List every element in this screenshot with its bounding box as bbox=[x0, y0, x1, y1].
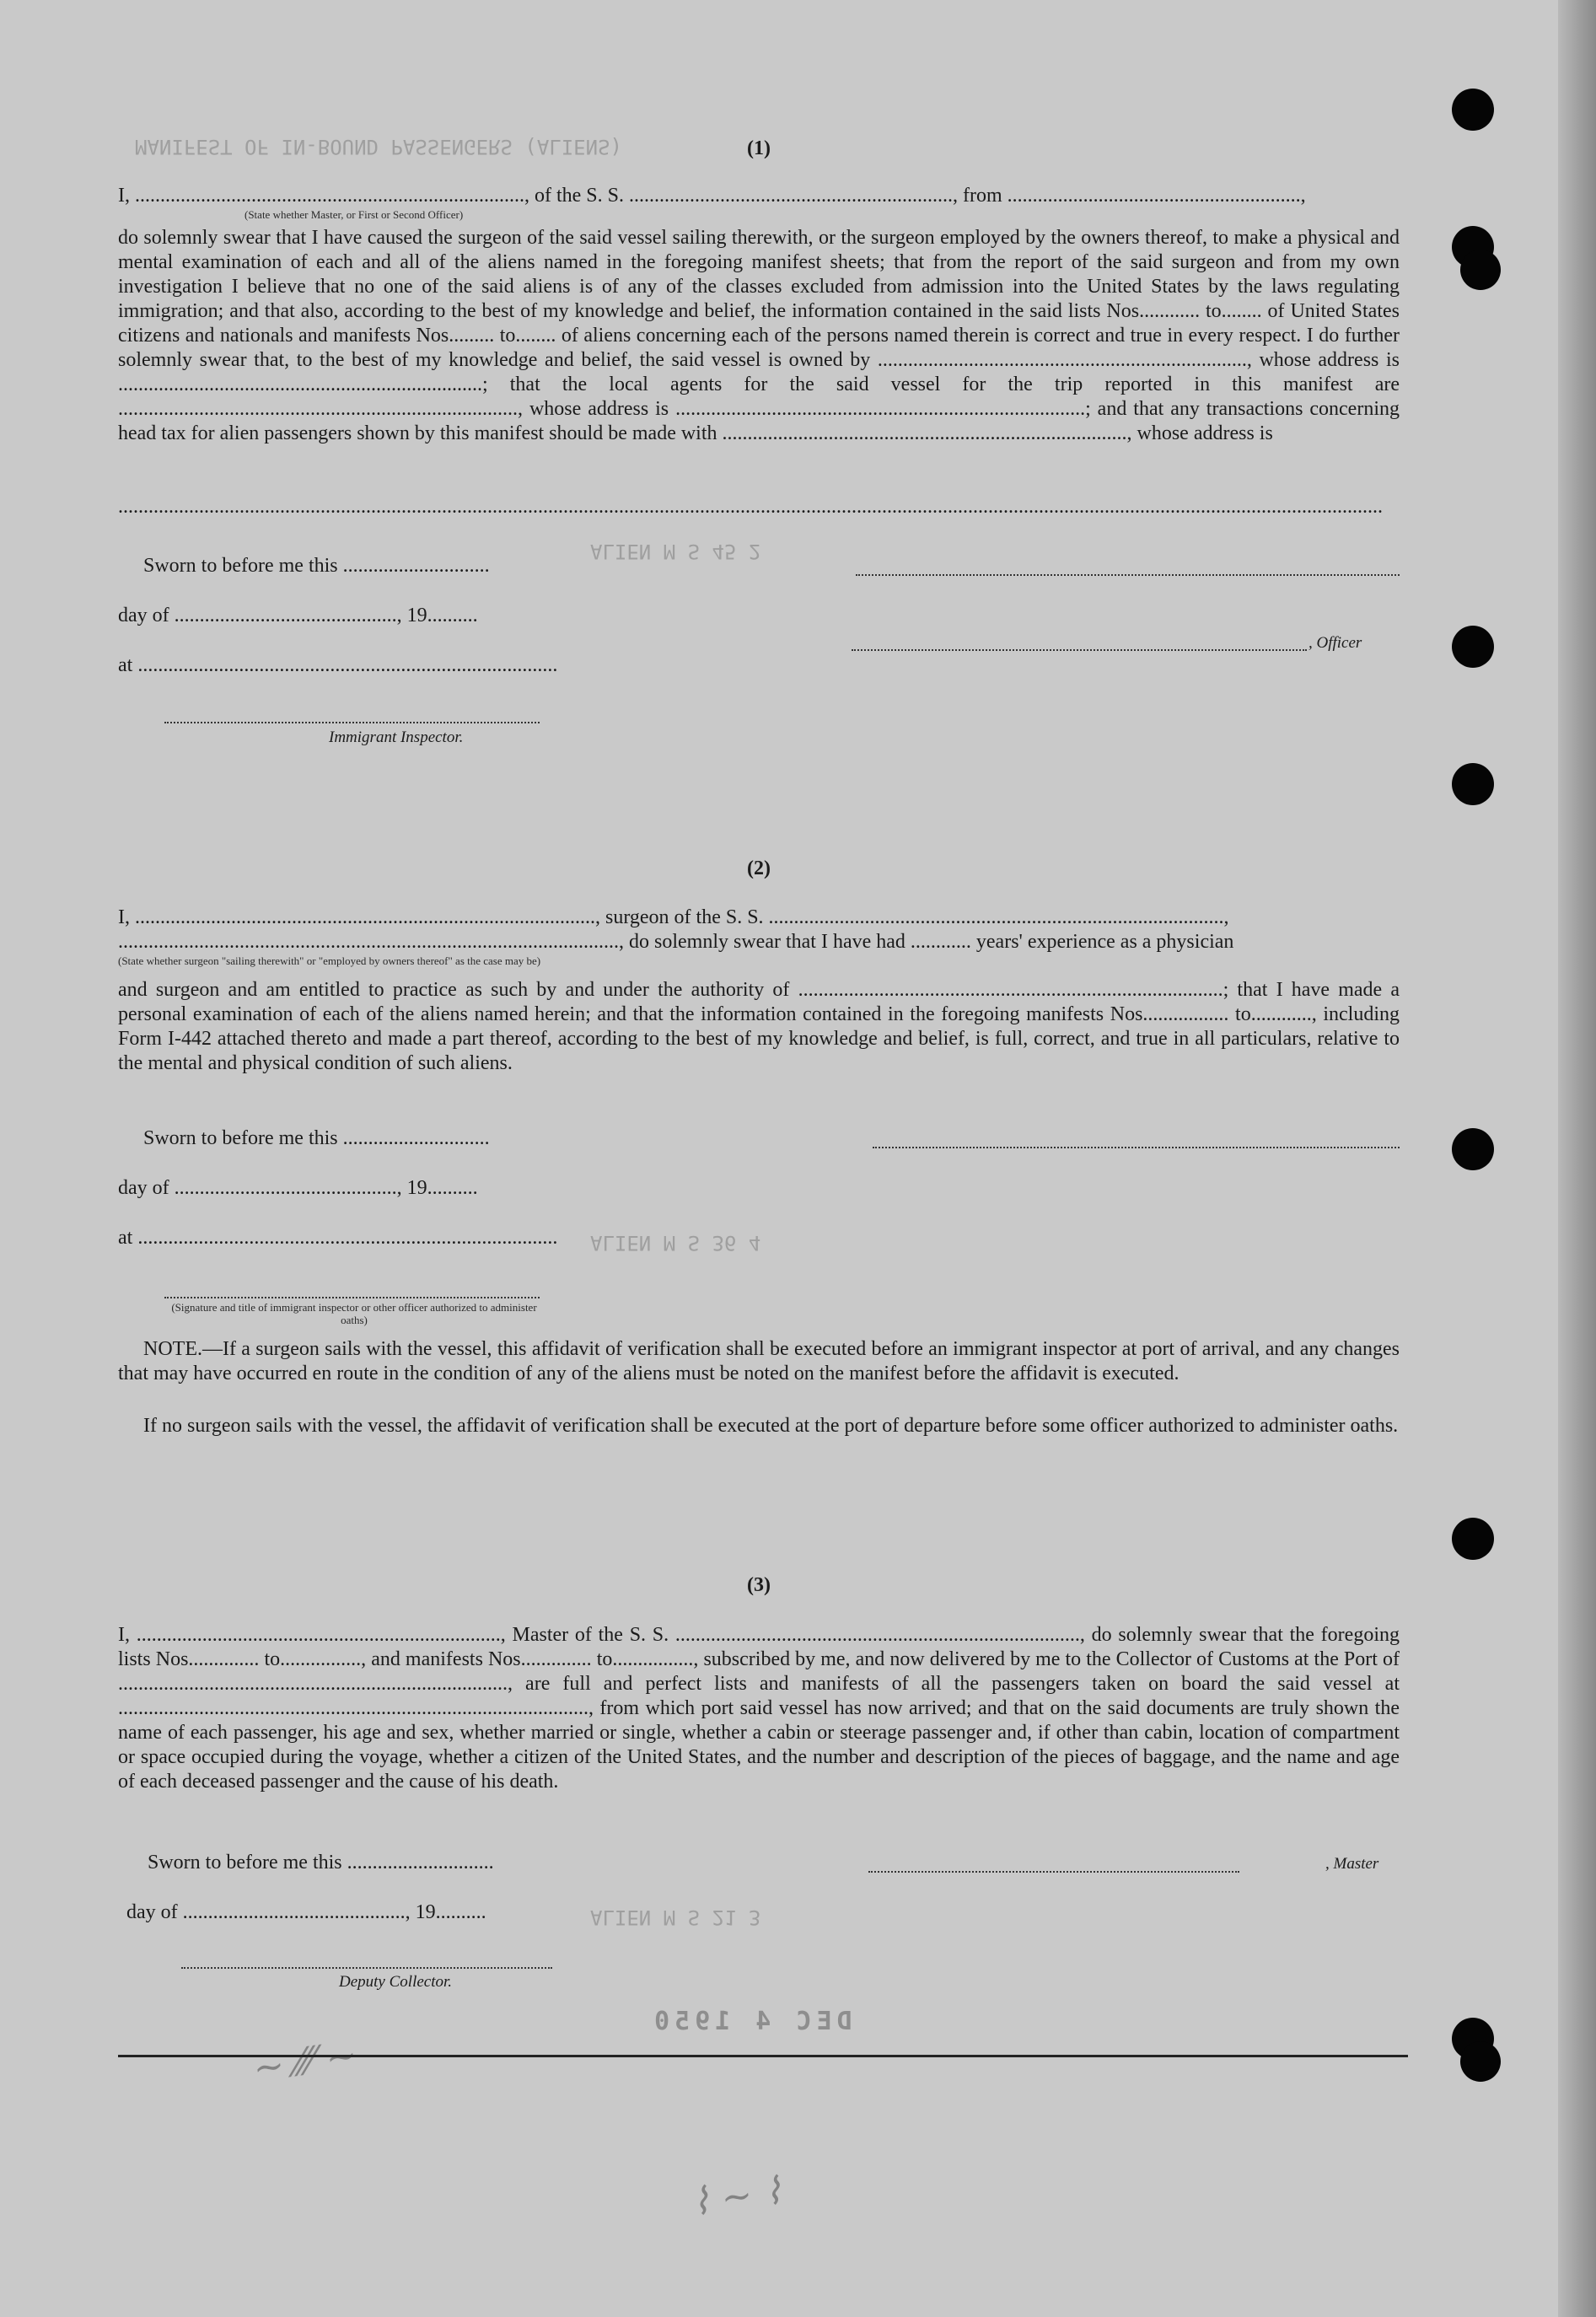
bleed-through-text: ALIEN M S 21 3 bbox=[590, 1906, 761, 1929]
section-2-note-2: If no surgeon sails with the vessel, the affidavit of verification shall be executed at the port of departure before some officer authorized to administer oaths. bbox=[143, 1415, 1399, 1437]
punch-hole bbox=[1452, 2018, 1494, 2060]
surgeon-signature-line bbox=[873, 1147, 1400, 1148]
inspector-signature-line-2 bbox=[164, 1297, 540, 1298]
punch-hole bbox=[1452, 626, 1494, 668]
section-2-signature-hint: (Signature and title of immigrant inspector or other officer authorized to administer oaths) bbox=[171, 1301, 537, 1326]
bleed-through-text: ALIEN M S 45 2 bbox=[590, 540, 761, 563]
collector-signature-line bbox=[181, 1967, 552, 1969]
punch-hole bbox=[1452, 226, 1494, 268]
officer-label: , Officer bbox=[1309, 634, 1362, 652]
section-1-number: (1) bbox=[747, 137, 771, 159]
section-2-sworn-line: Sworn to before me this ............................. bbox=[143, 1127, 490, 1149]
bleed-through-stamp: DEC 4 1950 bbox=[649, 2007, 852, 2036]
master-signature-line bbox=[868, 1871, 1239, 1873]
section-1-sworn-line: Sworn to before me this ............................. bbox=[143, 555, 490, 577]
section-3-number: (3) bbox=[747, 1574, 771, 1596]
section-1-opening-line: I, ............................................................................., of the S. S. ................................................................, from .........................................................., bbox=[118, 185, 1306, 207]
section-2-at-line: at ................................................................................... bbox=[118, 1227, 558, 1249]
section-2-day-line: day of ............................................, 19.......... bbox=[118, 1177, 478, 1199]
inspector-signature-line bbox=[164, 722, 540, 723]
bottom-rule bbox=[118, 2055, 1408, 2057]
immigrant-inspector-label: Immigrant Inspector. bbox=[329, 728, 464, 746]
section-2-number: (2) bbox=[747, 857, 771, 879]
section-1-day-line: day of ............................................, 19.......... bbox=[118, 605, 478, 626]
bleed-through-text: MANIFEST OF IN-BOUND PASSENGERS (ALIENS) bbox=[135, 135, 622, 159]
section-3-sworn-line: Sworn to before me this ............................. bbox=[148, 1852, 494, 1873]
punch-hole bbox=[1452, 1128, 1494, 1170]
section-1-trailing-blank: .......................................................................................................................................................................................................................................................... bbox=[118, 496, 1383, 518]
section-2-note: NOTE.—If a surgeon sails with the vessel, this affidavit of verification shall be executed before an immigrant inspector at port of arrival, and any changes that may have occurred en route in the condition of any of the aliens must be noted on the manifest before the affidavit is executed. bbox=[118, 1338, 1400, 1384]
section-1-rank-hint: (State whether Master, or First or Second Officer) bbox=[245, 208, 464, 221]
punch-hole bbox=[1452, 763, 1494, 805]
section-1-at-line: at ................................................................................... bbox=[118, 654, 558, 676]
deputy-collector-label: Deputy Collector. bbox=[339, 1973, 453, 1991]
punch-hole bbox=[1452, 89, 1494, 131]
section-2-oath-text: and surgeon and am entitled to practice as such by and under the authority of ....................................................................................; that I have made a personal examination of each of the aliens named herein; and that the information contained in the foregoing manifests Nos................. to............, including Form I-442 attached thereto and made a part thereof, according to the best of my knowledge and belief, is full, correct, and true in all particulars, relative to the mental and physical condition of such aliens. bbox=[118, 979, 1400, 1074]
section-2-opening-line: I, ..........................................................................................., surgeon of the S. S. .........................................................................................., bbox=[118, 906, 1229, 928]
section-1-oath-text: do solemnly swear that I have caused the surgeon of the said vessel sailing therewith, or the surgeon employed by the owners thereof, to make a physical and mental examination of each and all of the aliens named in the foregoing manifest sheets; that from the report of the said surgeon and from my own investigation I believe that no one of the said aliens is of any of the classes excluded from admission into the United States by the laws regulating immigration; and that also, according to the best of my knowledge and belief, the information contained in the said lists Nos............ to........ of United States citizens and nationals and manifests Nos......... to........ of aliens concerning each of the persons named therein is correct and true in every respect. I do further solemnly swear that, to the best of my knowledge and belief, the said vessel is owned by ........................................................................., whose address is ........................................................................; that the local agents for the said vessel for the trip reported in this manifest are ..............................................................................., whose address is .................................................................................; and that any transactions concerning head tax for alien passengers shown by this manifest should be made with ................................................................................, whose address is bbox=[118, 227, 1400, 444]
section-2-experience-line: ..................................................................................................., do solemnly swear that I have had ............ years' experience as a physician bbox=[118, 931, 1234, 953]
handwritten-mark: ~ ⁄⁄⁄ ~ bbox=[250, 2033, 360, 2091]
section-2-surgeon-hint: (State whether surgeon "sailing therewith" or "employed by owners thereof" as the case may be) bbox=[118, 954, 541, 967]
master-label: , Master bbox=[1325, 1855, 1379, 1873]
handwritten-mark: ⌇ ~ ⌇ bbox=[688, 2169, 785, 2225]
officer-signature-line bbox=[856, 574, 1400, 576]
page-edge bbox=[1558, 0, 1596, 2317]
officer-signature-line-2 bbox=[852, 649, 1307, 651]
bleed-through-text: ALIEN M S 36 4 bbox=[590, 1231, 761, 1255]
section-3-day-line: day of ............................................, 19.......... bbox=[126, 1901, 486, 1923]
punch-hole bbox=[1452, 1518, 1494, 1560]
section-3-oath-text: I, ........................................................................, Master of the S. S. ................................................................................, do solemnly swear that the foregoing lists Nos.............. to................, and manifests Nos.............. to................, subscribed by me, and now delivered by me to the Collector of Customs at the Port of ............................................................................., are full and perfect lists and manifests of all the passengers taken on board the said vessel at ............................................................................................., from which port said vessel has now arrived; and that on the said documents are truly shown the name of each passenger, his age and sex, whether married or single, whether a cabin or steerage passenger and, if other than cabin, location of compartment or space occupied during the voyage, whether a citizen of the United States, and the number and description of the pieces of baggage, and the name and age of each deceased passenger and the cause of his death. bbox=[118, 1624, 1400, 1793]
